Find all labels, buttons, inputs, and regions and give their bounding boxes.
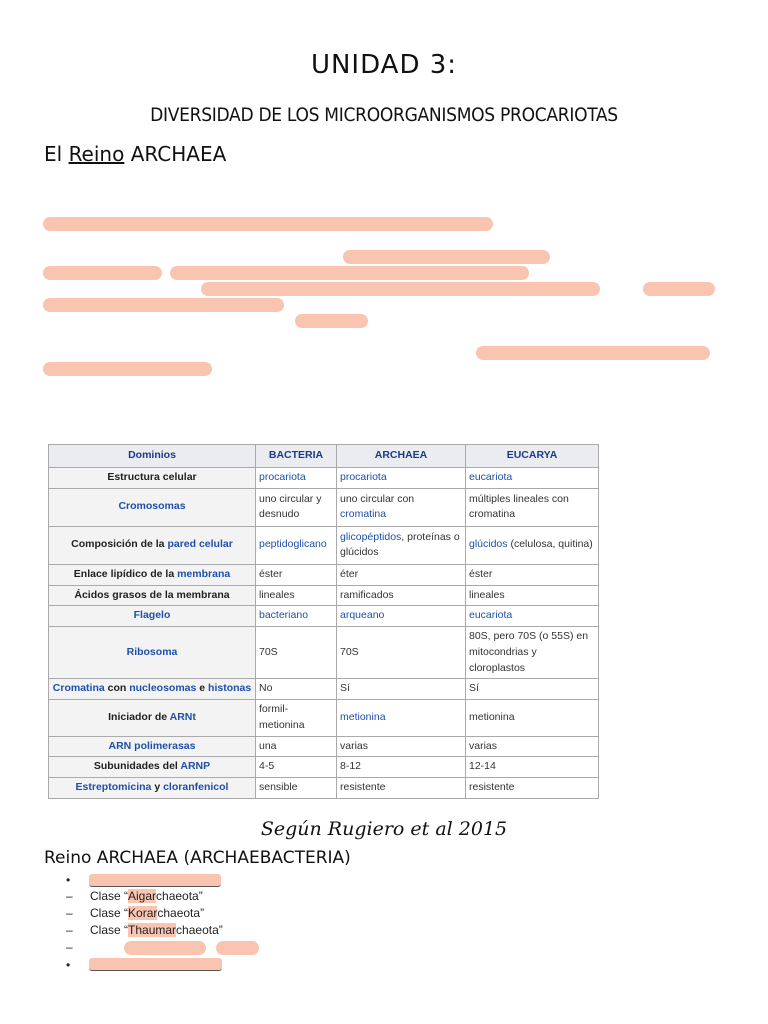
- table-row: [49, 564, 599, 585]
- row-label: Ácidos grasos de la membrana: [49, 585, 256, 606]
- table-row: [49, 585, 599, 606]
- cell-eucarya: múltiples lineales con cromatina: [466, 488, 599, 526]
- dash-marker: –: [66, 923, 73, 937]
- list-item-text: Clase “: [90, 906, 129, 920]
- section-heading-prefix: El: [44, 142, 69, 166]
- table-caption: Según Rugiero et al 2015: [260, 818, 508, 840]
- row-label-text: con: [104, 682, 130, 695]
- table-row: [49, 526, 599, 564]
- unit-title: UNIDAD 3:: [310, 50, 458, 80]
- list-item-text: chaeota”: [176, 923, 223, 937]
- list-item-text: chaeota”: [157, 906, 205, 920]
- row-label[interactable]: Ribosoma: [49, 627, 256, 679]
- cell-eucarya: resistente: [466, 778, 599, 799]
- table-row: [49, 679, 599, 700]
- cell-bacteria: sensible: [256, 778, 337, 799]
- cell-archaea: ramificados: [337, 585, 466, 606]
- section-heading-suffix: ARCHAEA: [124, 142, 227, 166]
- row-label[interactable]: Cromosomas: [49, 488, 256, 526]
- domains-comparison-table: [48, 444, 599, 799]
- cell-archaea: 8-12: [337, 757, 466, 778]
- header-cell: Dominios: [49, 445, 256, 468]
- list-item: [66, 888, 203, 904]
- row-label-link[interactable]: membrana: [177, 567, 231, 580]
- row-label-text: y: [151, 781, 164, 793]
- list-item-highlight: Thaumar: [128, 923, 177, 937]
- cell-eucarya: metionina: [466, 700, 599, 737]
- row-label-link[interactable]: histonas: [208, 682, 252, 695]
- cell-archaea[interactable]: procariota: [337, 468, 466, 489]
- row-label[interactable]: Flagelo: [49, 606, 256, 627]
- redaction-bar: [295, 314, 368, 328]
- list-item: [66, 872, 90, 888]
- dash-marker: –: [66, 940, 73, 954]
- row-label: [49, 526, 256, 564]
- cell-bacteria: 70S: [256, 627, 337, 679]
- redaction-bar: [89, 958, 222, 971]
- redaction-bar: [201, 282, 600, 296]
- cell-eucarya: 12-14: [466, 757, 599, 778]
- dash-marker: –: [66, 906, 73, 920]
- row-label-link[interactable]: Estreptomicina: [75, 781, 152, 793]
- cell-bacteria[interactable]: peptidoglicano: [256, 526, 337, 564]
- row-label-text: Enlace lipídico de la: [73, 567, 178, 580]
- cell-text: (celulosa, quitina): [507, 538, 593, 551]
- cell-bacteria: No: [256, 679, 337, 700]
- row-label: [49, 564, 256, 585]
- bullet-marker: •: [66, 873, 71, 887]
- cell-bacteria: éster: [256, 564, 337, 585]
- header-cell: ARCHAEA: [337, 445, 466, 468]
- row-label-link[interactable]: pared celular: [167, 538, 233, 551]
- cell-bacteria[interactable]: procariota: [256, 468, 337, 489]
- cell-eucarya: éster: [466, 564, 599, 585]
- cell-archaea: resistente: [337, 778, 466, 799]
- cell-bacteria: lineales: [256, 585, 337, 606]
- list-item: [66, 939, 90, 955]
- cell-archaea: [337, 488, 466, 526]
- cell-text: , proteínas o glúcidos: [340, 530, 460, 559]
- cell-archaea: [337, 526, 466, 564]
- document-subtitle: DIVERSIDAD DE LOS MICROORGANISMOS PROCARIOTAS: [150, 104, 618, 126]
- cell-eucarya[interactable]: eucariota: [466, 468, 599, 489]
- cell-bacteria: formil-metionina: [256, 700, 337, 737]
- cell-link[interactable]: cromatina: [340, 508, 387, 521]
- redaction-bar: [170, 266, 529, 280]
- cell-archaea: éter: [337, 564, 466, 585]
- table-row: [49, 488, 599, 526]
- redaction-bar: [43, 217, 493, 231]
- cell-archaea: varias: [337, 736, 466, 757]
- cell-bacteria: una: [256, 736, 337, 757]
- bullet-marker: •: [66, 958, 71, 972]
- table-row: [49, 757, 599, 778]
- table-row: [49, 627, 599, 679]
- row-label-link[interactable]: ARNP: [180, 760, 211, 773]
- cell-archaea[interactable]: arqueano: [337, 606, 466, 627]
- row-label-text: Iniciador de: [108, 710, 170, 723]
- table-row: [49, 468, 599, 489]
- redaction-bar: [43, 362, 212, 376]
- cell-eucarya: Sí: [466, 679, 599, 700]
- list-item-text: chaeota”: [156, 889, 203, 903]
- reino-heading: Reino ARCHAEA (ARCHAEBACTERIA): [44, 848, 351, 868]
- cell-archaea: 70S: [337, 627, 466, 679]
- cell-link[interactable]: glicopéptidos: [340, 530, 402, 543]
- row-label: [49, 757, 256, 778]
- redaction-bar: [43, 266, 162, 280]
- list-item: [66, 905, 204, 921]
- redaction-bar: [43, 298, 284, 312]
- table-row: [49, 606, 599, 627]
- row-label: [49, 679, 256, 700]
- row-label-link[interactable]: cloranfenicol: [163, 781, 229, 793]
- redaction-bar: [343, 250, 550, 264]
- row-label-link[interactable]: nucleosomas: [129, 682, 197, 695]
- list-item-text: Clase “: [90, 923, 129, 937]
- cell-eucarya: varias: [466, 736, 599, 757]
- cell-link[interactable]: glúcidos: [469, 538, 508, 551]
- table-row: [49, 700, 599, 737]
- row-label: [49, 700, 256, 737]
- row-label[interactable]: ARN polimerasas: [49, 736, 256, 757]
- cell-bacteria: uno circular y desnudo: [256, 488, 337, 526]
- cell-archaea: Sí: [337, 679, 466, 700]
- table-row: [49, 736, 599, 757]
- redaction-bar: [216, 941, 259, 955]
- redaction-bar: [89, 874, 221, 887]
- list-item: [66, 922, 223, 938]
- table-row: [49, 778, 599, 799]
- row-label-link[interactable]: Cromatina: [52, 682, 105, 695]
- cell-eucarya: lineales: [466, 585, 599, 606]
- cell-bacteria: 4-5: [256, 757, 337, 778]
- header-cell: EUCARYA: [466, 445, 599, 468]
- row-label-text: e: [196, 682, 209, 695]
- header-cell: BACTERIA: [256, 445, 337, 468]
- cell-eucarya: [466, 526, 599, 564]
- cell-archaea[interactable]: metionina: [337, 700, 466, 737]
- cell-text: uno circular con: [340, 492, 415, 505]
- redaction-bar: [124, 941, 206, 955]
- cell-bacteria[interactable]: bacteriano: [256, 606, 337, 627]
- redaction-bar: [476, 346, 710, 360]
- list-item-text: Clase “: [90, 889, 129, 903]
- list-item-highlight: Korar: [128, 906, 158, 920]
- table-header-row: [49, 445, 599, 468]
- list-item-highlight: Aigar: [128, 889, 157, 903]
- list-item: [66, 957, 90, 973]
- section-heading: [44, 142, 226, 166]
- row-label-link[interactable]: ARNt: [169, 710, 196, 723]
- row-label: Estructura celular: [49, 468, 256, 489]
- row-label-text: Subunidades del: [93, 760, 181, 773]
- section-heading-underlined: Reino: [68, 142, 125, 166]
- row-label: [49, 778, 256, 799]
- row-label-text: Composición de la: [71, 538, 168, 551]
- cell-eucarya[interactable]: eucariota: [466, 606, 599, 627]
- dash-marker: –: [66, 889, 73, 903]
- cell-eucarya: 80S, pero 70S (o 55S) en mitocondrias y cloroplastos: [466, 627, 599, 679]
- redaction-bar: [643, 282, 715, 296]
